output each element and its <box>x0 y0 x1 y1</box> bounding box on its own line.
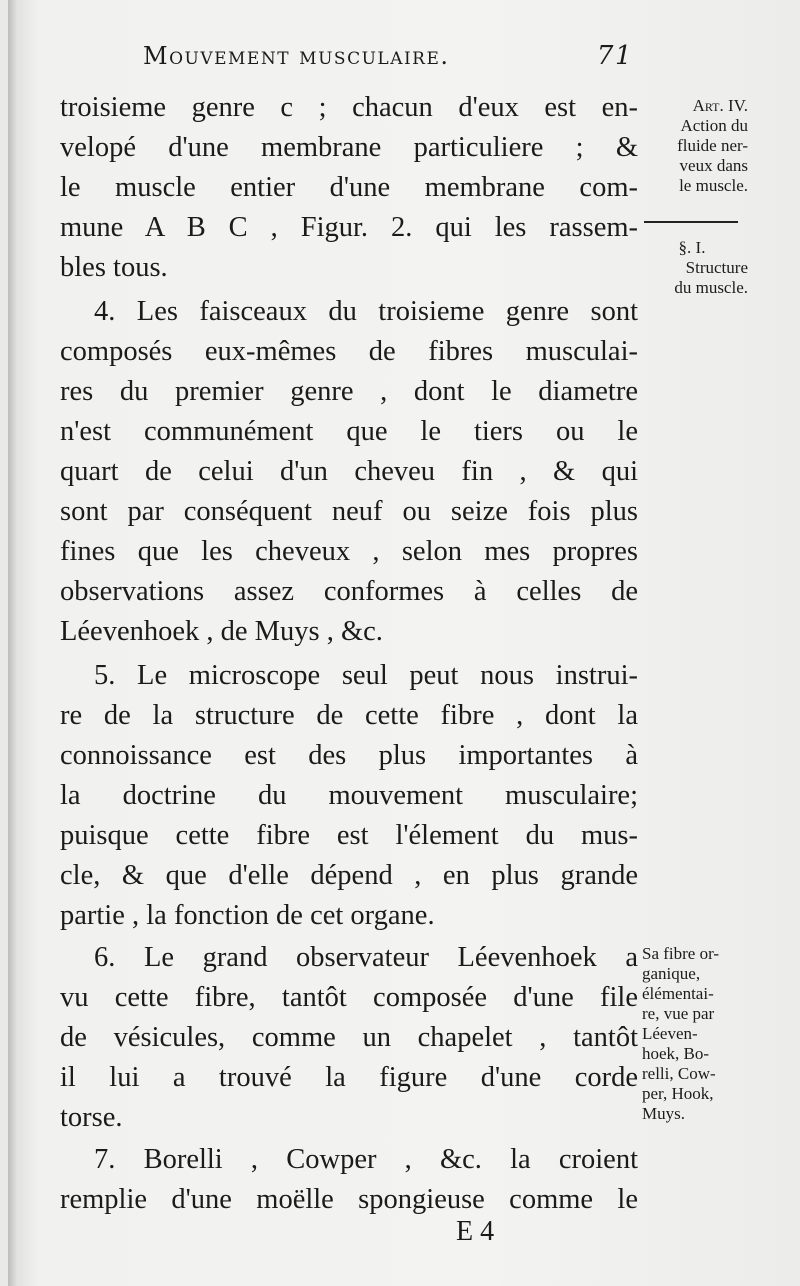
body-line: observations assez conformes à celles de <box>60 576 638 607</box>
body-line: torse. <box>60 1102 123 1133</box>
page-number: 71 <box>596 41 633 71</box>
margin-note-line: Léeven- <box>642 1024 698 1043</box>
body-line: il lui a trouvé la figure d'une corde <box>60 1062 638 1093</box>
margin-note-line: veux dans <box>679 156 748 175</box>
signature-mark: E 4 <box>456 1216 495 1247</box>
margin-note-line: per, Hook, <box>642 1084 714 1103</box>
margin-note-line: Sa fibre or- <box>642 944 720 963</box>
margin-note-line: ganique, <box>642 964 701 983</box>
margin-note-line: relli, Cow- <box>642 1064 716 1083</box>
page-edge-shadow <box>8 0 18 1286</box>
body-line: velopé d'une membrane particuliere ; & <box>60 132 638 163</box>
margin-note-line: Art. IV. <box>692 96 748 115</box>
running-head <box>143 36 633 76</box>
paragraph-5-start: 5. Le microscope seul peut nous instrui- <box>94 660 638 691</box>
paragraph-7-start: 7. Borelli , Cowper , &c. la croient <box>94 1144 638 1175</box>
margin-note-line: fluide ner- <box>677 136 748 155</box>
margin-note-line: du muscle. <box>674 278 748 297</box>
margin-note-line: hoek, Bo- <box>642 1044 710 1063</box>
paragraph-6-start: 6. Le grand observateur Léevenhoek a <box>94 942 638 973</box>
body-line: connoissance est des plus importantes à <box>60 740 638 771</box>
body-line: de vésicules, comme un chapelet , tantôt <box>60 1022 638 1053</box>
margin-note-fibre <box>642 944 754 1124</box>
book-page <box>8 0 800 1286</box>
body-line: mune A B C , Figur. 2. qui les rassem- <box>60 212 638 243</box>
margin-note-line: §. I. <box>678 238 706 257</box>
body-line: puisque cette fibre est l'élement du mus- <box>60 820 638 851</box>
margin-note-line: Muys. <box>642 1104 685 1123</box>
body-line: la doctrine du mouvement musculaire; <box>60 780 638 811</box>
margin-note-line: Action du <box>680 116 748 135</box>
body-line: Léevenhoek , de Muys , &c. <box>60 616 383 647</box>
margin-note-line: élémentai- <box>642 984 714 1003</box>
margin-note-line: Structure <box>685 258 748 277</box>
margin-note-line: le muscle. <box>679 176 748 195</box>
body-line: res du premier genre , dont le diametre <box>60 376 638 407</box>
margin-note-article <box>636 96 748 196</box>
body-line: partie , la fonction de cet organe. <box>60 900 435 931</box>
body-line: n'est communément que le tiers ou le <box>60 416 638 447</box>
body-line: cle, & que d'elle dépend , en plus grande <box>60 860 638 891</box>
body-line: troisieme genre c ; chacun d'eux est en- <box>60 92 638 123</box>
running-head-title: Mouvement musculaire. <box>143 42 450 70</box>
margin-note-line: re, vue par <box>642 1004 715 1023</box>
body-line: quart de celui d'un cheveu fin , & qui <box>60 456 638 487</box>
body-line: vu cette fibre, tantôt composée d'une file <box>60 982 638 1013</box>
body-line: composés eux-mêmes de fibres musculai- <box>60 336 638 367</box>
margin-note-section <box>636 238 748 298</box>
paragraph-4-start: 4. Les faisceaux du troisieme genre sont <box>94 296 638 327</box>
body-line: le muscle entier d'une membrane com- <box>60 172 638 203</box>
body-line: re de la structure de cette fibre , dont la <box>60 700 638 731</box>
body-line: sont par conséquent neuf ou seize fois plus <box>60 496 638 527</box>
body-line: fines que les cheveux , selon mes propres <box>60 536 638 567</box>
body-line: bles tous. <box>60 252 168 283</box>
body-line: remplie d'une moëlle spongieuse comme le <box>60 1184 638 1215</box>
margin-divider-rule <box>644 221 738 223</box>
